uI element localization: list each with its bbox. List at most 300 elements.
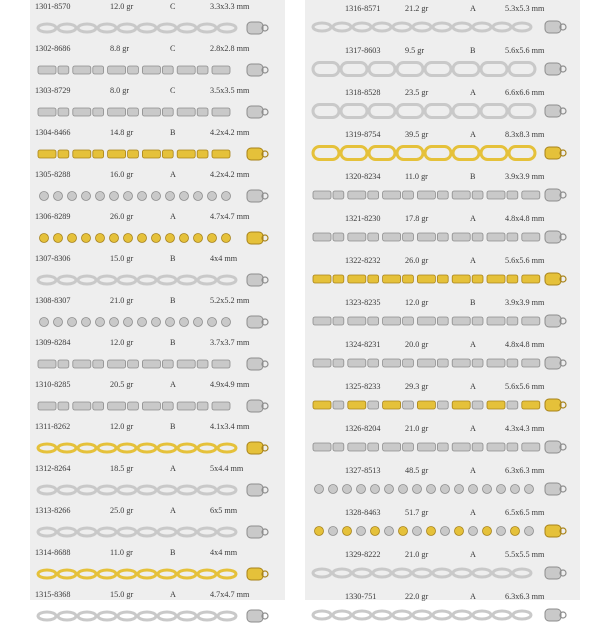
chain-link [509, 105, 535, 118]
catalog-item [305, 544, 580, 584]
chain-link [178, 444, 196, 452]
item-weight: 8.0 gr [110, 86, 130, 95]
chain-link [142, 66, 160, 74]
chain-link [38, 66, 56, 74]
chain-image [34, 227, 269, 249]
chain-link [128, 150, 139, 158]
chain-link [93, 360, 104, 368]
item-size: 6.6x6.6 mm [505, 88, 545, 97]
chain-image [309, 142, 567, 164]
item-size: 4.3x4.3 mm [505, 424, 545, 433]
chain-link [333, 611, 351, 619]
item-size: 4.2x4.2 mm [210, 128, 250, 137]
chain-link [166, 234, 175, 243]
chain-link [413, 485, 422, 494]
lobster-clasp-icon [545, 105, 561, 117]
chain-link [82, 192, 91, 201]
chain-image [309, 394, 567, 416]
item-grade: A [170, 464, 176, 473]
chain-link [487, 191, 505, 199]
chain-link [383, 401, 401, 409]
item-weight: 21.0 gr [110, 296, 134, 305]
chain-link [348, 401, 366, 409]
chain-link [96, 318, 105, 327]
chain-image [34, 101, 269, 123]
item-grade: A [170, 506, 176, 515]
chain-link [353, 611, 371, 619]
chain-link [58, 276, 76, 284]
catalog-item [30, 0, 285, 40]
chain-link [38, 108, 56, 116]
chain-link [212, 150, 230, 158]
chain-link [417, 443, 435, 451]
chain-image [309, 520, 567, 542]
item-weight: 51.7 gr [405, 508, 429, 517]
chain-link [138, 276, 156, 284]
chain-link [348, 359, 366, 367]
lobster-clasp-icon [247, 484, 263, 496]
chain-link [180, 318, 189, 327]
lobster-clasp-icon [545, 357, 561, 369]
chain-image [34, 311, 269, 333]
chain-link [93, 66, 104, 74]
chain-link [108, 66, 126, 74]
chain-link [452, 275, 470, 283]
chain-link [58, 486, 76, 494]
lobster-clasp-icon [545, 189, 561, 201]
chain-link [78, 444, 96, 452]
chain-link [333, 275, 344, 283]
item-weight: 39.5 gr [405, 130, 429, 139]
chain-link [218, 528, 236, 536]
chain-link [313, 23, 331, 31]
chain-link [333, 233, 344, 241]
chain-link [58, 444, 76, 452]
item-grade: A [470, 88, 476, 97]
chain-link [493, 23, 511, 31]
chain-link [178, 570, 196, 578]
chain-link [58, 612, 76, 620]
chain-link [162, 402, 173, 410]
chain-link [180, 192, 189, 201]
lobster-clasp-icon [247, 442, 263, 454]
chain-link [68, 318, 77, 327]
item-size: 3.3x3.3 mm [210, 2, 250, 11]
chain-link [313, 611, 331, 619]
item-weight: 21.0 gr [405, 424, 429, 433]
chain-link [118, 276, 136, 284]
catalog-item [30, 294, 285, 334]
item-grade: B [170, 128, 176, 137]
chain-link [98, 612, 116, 620]
chain-link [383, 443, 401, 451]
item-grade: A [470, 550, 476, 559]
chain-link [333, 317, 344, 325]
chain-link [511, 485, 520, 494]
chain-link [40, 192, 49, 201]
chain-link [368, 443, 379, 451]
item-size: 5.3x5.3 mm [505, 4, 545, 13]
chain-link [138, 528, 156, 536]
item-size: 6x5 mm [210, 506, 238, 515]
chain-link [142, 150, 160, 158]
chain-link [98, 276, 116, 284]
chain-image [309, 268, 567, 290]
chain-image [309, 100, 567, 122]
chain-link [54, 318, 63, 327]
item-code: 1324-8231 [345, 340, 381, 349]
chain-link [313, 569, 331, 577]
chain-link [96, 192, 105, 201]
chain-link [142, 402, 160, 410]
chain-link [397, 63, 423, 76]
chain-link [313, 275, 331, 283]
chain-image [34, 605, 269, 627]
chain-link [177, 66, 195, 74]
chain-image [309, 16, 567, 38]
item-weight: 23.5 gr [405, 88, 429, 97]
chain-link [110, 318, 119, 327]
catalog-item [305, 460, 580, 500]
chain-link [313, 191, 331, 199]
catalog-item [305, 82, 580, 122]
item-weight: 16.0 gr [110, 170, 134, 179]
chain-link [453, 63, 479, 76]
catalog-item [30, 504, 285, 544]
chain-link [493, 611, 511, 619]
catalog-item [30, 546, 285, 586]
item-grade: B [470, 298, 476, 307]
chain-link [58, 570, 76, 578]
chain-link [373, 611, 391, 619]
chain-link [124, 192, 133, 201]
chain-link [118, 528, 136, 536]
item-weight: 8.8 gr [110, 44, 130, 53]
item-weight: 14.8 gr [110, 128, 134, 137]
item-code: 1321-8230 [345, 214, 381, 223]
chain-link [473, 569, 491, 577]
chain-link [507, 191, 518, 199]
item-grade: B [170, 296, 176, 305]
chain-link [38, 570, 56, 578]
item-code: 1301-8570 [35, 2, 71, 11]
chain-link [197, 402, 208, 410]
catalog-item [305, 502, 580, 542]
chain-link [38, 360, 56, 368]
item-code: 1326-8204 [345, 424, 381, 433]
chain-image [34, 143, 269, 165]
chain-link [371, 527, 380, 536]
item-grade: A [470, 424, 476, 433]
chain-link [198, 444, 216, 452]
chain-link [399, 527, 408, 536]
item-grade: A [170, 212, 176, 221]
chain-link [452, 191, 470, 199]
chain-link [368, 317, 379, 325]
chain-link [383, 275, 401, 283]
chain-link [152, 318, 161, 327]
chain-link [403, 359, 414, 367]
chain-link [329, 485, 338, 494]
chain-link [152, 192, 161, 201]
lobster-clasp-icon [545, 441, 561, 453]
chain-link [369, 63, 395, 76]
chain-link [452, 359, 470, 367]
chain-link [525, 485, 534, 494]
chain-link [208, 192, 217, 201]
catalog-item [305, 0, 580, 38]
lobster-clasp-icon [247, 526, 263, 538]
item-weight: 20.0 gr [405, 340, 429, 349]
item-weight: 20.5 gr [110, 380, 134, 389]
item-grade: A [470, 130, 476, 139]
catalog-item [30, 252, 285, 292]
chain-link [118, 486, 136, 494]
item-grade: A [470, 256, 476, 265]
chain-link [58, 402, 69, 410]
chain-link [385, 527, 394, 536]
chain-link [178, 612, 196, 620]
item-code: 1308-8307 [35, 296, 71, 305]
chain-link [313, 147, 339, 160]
chain-image [309, 226, 567, 248]
chain-link [393, 611, 411, 619]
item-size: 5.6x5.6 mm [505, 256, 545, 265]
item-code: 1313-8266 [35, 506, 71, 515]
chain-link [437, 443, 448, 451]
chain-image [309, 478, 567, 500]
item-code: 1307-8306 [35, 254, 71, 263]
chain-link [313, 233, 331, 241]
chain-link [509, 63, 535, 76]
chain-link [417, 359, 435, 367]
chain-link [333, 401, 344, 409]
chain-link [368, 275, 379, 283]
chain-link [513, 23, 531, 31]
lobster-clasp-icon [545, 525, 561, 537]
item-code: 1314-8688 [35, 548, 71, 557]
lobster-clasp-icon [545, 483, 561, 495]
lobster-clasp-icon [247, 232, 263, 244]
chain-link [194, 192, 203, 201]
chain-link [383, 191, 401, 199]
chain-link [425, 105, 451, 118]
chain-image [34, 185, 269, 207]
chain-link [481, 105, 507, 118]
item-weight: 12.0 gr [110, 338, 134, 347]
chain-link [483, 527, 492, 536]
chain-link [118, 612, 136, 620]
chain-link [383, 317, 401, 325]
chain-link [507, 275, 518, 283]
chain-link [315, 485, 324, 494]
chain-link [313, 317, 331, 325]
item-size: 2.8x2.8 mm [210, 44, 250, 53]
chain-link [197, 108, 208, 116]
chain-link [417, 275, 435, 283]
item-code: 1304-8466 [35, 128, 71, 137]
chain-link [38, 150, 56, 158]
chain-link [452, 233, 470, 241]
chain-link [437, 359, 448, 367]
chain-link [525, 527, 534, 536]
catalog-item [305, 208, 580, 248]
item-weight: 15.0 gr [110, 590, 134, 599]
chain-link [128, 108, 139, 116]
chain-link [108, 150, 126, 158]
chain-link [178, 528, 196, 536]
item-grade: A [470, 382, 476, 391]
item-weight: 21.0 gr [405, 550, 429, 559]
chain-link [212, 402, 230, 410]
chain-link [368, 401, 379, 409]
chain-link [98, 444, 116, 452]
chain-link [397, 105, 423, 118]
chain-link [333, 359, 344, 367]
item-weight: 15.0 gr [110, 254, 134, 263]
item-grade: B [170, 548, 176, 557]
column-gutter [285, 0, 305, 600]
chain-link [218, 570, 236, 578]
item-size: 3.9x3.9 mm [505, 172, 545, 181]
chain-link [487, 317, 505, 325]
chain-link [118, 570, 136, 578]
chain-image [34, 563, 269, 585]
chain-link [98, 24, 116, 32]
item-weight: 17.8 gr [405, 214, 429, 223]
chain-link [472, 359, 483, 367]
chain-link [54, 234, 63, 243]
chain-link [197, 360, 208, 368]
chain-link [78, 276, 96, 284]
chain-link [348, 275, 366, 283]
chain-link [441, 527, 450, 536]
chain-link [96, 234, 105, 243]
chain-link [208, 234, 217, 243]
item-size: 4.7x4.7 mm [210, 212, 250, 221]
chain-link [522, 191, 540, 199]
chain-link [483, 485, 492, 494]
chain-link [180, 234, 189, 243]
chain-link [158, 612, 176, 620]
item-code: 1312-8264 [35, 464, 71, 473]
chain-image [34, 395, 269, 417]
chain-link [73, 150, 91, 158]
chain-link [212, 360, 230, 368]
chain-link [373, 569, 391, 577]
chain-link [403, 275, 414, 283]
chain-link [152, 234, 161, 243]
catalog-item [305, 586, 580, 626]
chain-link [393, 23, 411, 31]
lobster-clasp-icon [247, 568, 263, 580]
lobster-clasp-icon [247, 22, 263, 34]
catalog-item [305, 250, 580, 290]
chain-link [315, 527, 324, 536]
chain-link [487, 275, 505, 283]
chain-link [162, 150, 173, 158]
chain-link [437, 233, 448, 241]
item-weight: 11.0 gr [110, 548, 133, 557]
chain-link [403, 317, 414, 325]
item-size: 3.5x3.5 mm [210, 86, 250, 95]
item-weight: 26.0 gr [405, 256, 429, 265]
chain-link [469, 485, 478, 494]
chain-link [73, 360, 91, 368]
chain-link [453, 105, 479, 118]
chain-link [38, 402, 56, 410]
item-code: 1319-8754 [345, 130, 381, 139]
chain-link [218, 486, 236, 494]
item-size: 8.3x8.3 mm [505, 130, 545, 139]
chain-link [218, 444, 236, 452]
chain-link [58, 360, 69, 368]
chain-link [341, 147, 367, 160]
chain-image [34, 269, 269, 291]
chain-link [78, 24, 96, 32]
chain-link [522, 359, 540, 367]
chain-link [383, 359, 401, 367]
catalog-item [305, 292, 580, 332]
chain-link [118, 24, 136, 32]
chain-link [333, 569, 351, 577]
catalog-item [30, 378, 285, 418]
chain-link [58, 150, 69, 158]
chain-link [522, 401, 540, 409]
item-weight: 12.0 gr [110, 422, 134, 431]
chain-link [469, 527, 478, 536]
chain-link [212, 66, 230, 74]
chain-link [513, 611, 531, 619]
chain-link [403, 233, 414, 241]
item-grade: B [470, 46, 476, 55]
chain-link [178, 486, 196, 494]
catalog-item [305, 166, 580, 206]
chain-link [333, 191, 344, 199]
chain-link [522, 443, 540, 451]
chain-link [427, 485, 436, 494]
item-grade: A [470, 508, 476, 517]
chain-link [178, 276, 196, 284]
chain-link [138, 234, 147, 243]
item-weight: 18.5 gr [110, 464, 134, 473]
chain-link [162, 108, 173, 116]
lobster-clasp-icon [545, 399, 561, 411]
chain-link [68, 192, 77, 201]
catalog-item [30, 168, 285, 208]
item-grade: A [170, 170, 176, 179]
item-size: 6.5x6.5 mm [505, 508, 545, 517]
chain-link [197, 150, 208, 158]
item-grade: A [470, 214, 476, 223]
chain-link [472, 233, 483, 241]
item-size: 4.8x4.8 mm [505, 214, 545, 223]
chain-link [368, 191, 379, 199]
chain-link [124, 234, 133, 243]
chain-link [54, 192, 63, 201]
chain-link [433, 611, 451, 619]
chain-link [138, 612, 156, 620]
chain-link [453, 23, 471, 31]
item-weight: 48.5 gr [405, 466, 429, 475]
item-grade: A [470, 340, 476, 349]
item-code: 1302-8686 [35, 44, 71, 53]
item-code: 1320-8234 [345, 172, 381, 181]
item-code: 1322-8232 [345, 256, 381, 265]
chain-link [472, 401, 483, 409]
chain-link [166, 192, 175, 201]
chain-link [357, 527, 366, 536]
